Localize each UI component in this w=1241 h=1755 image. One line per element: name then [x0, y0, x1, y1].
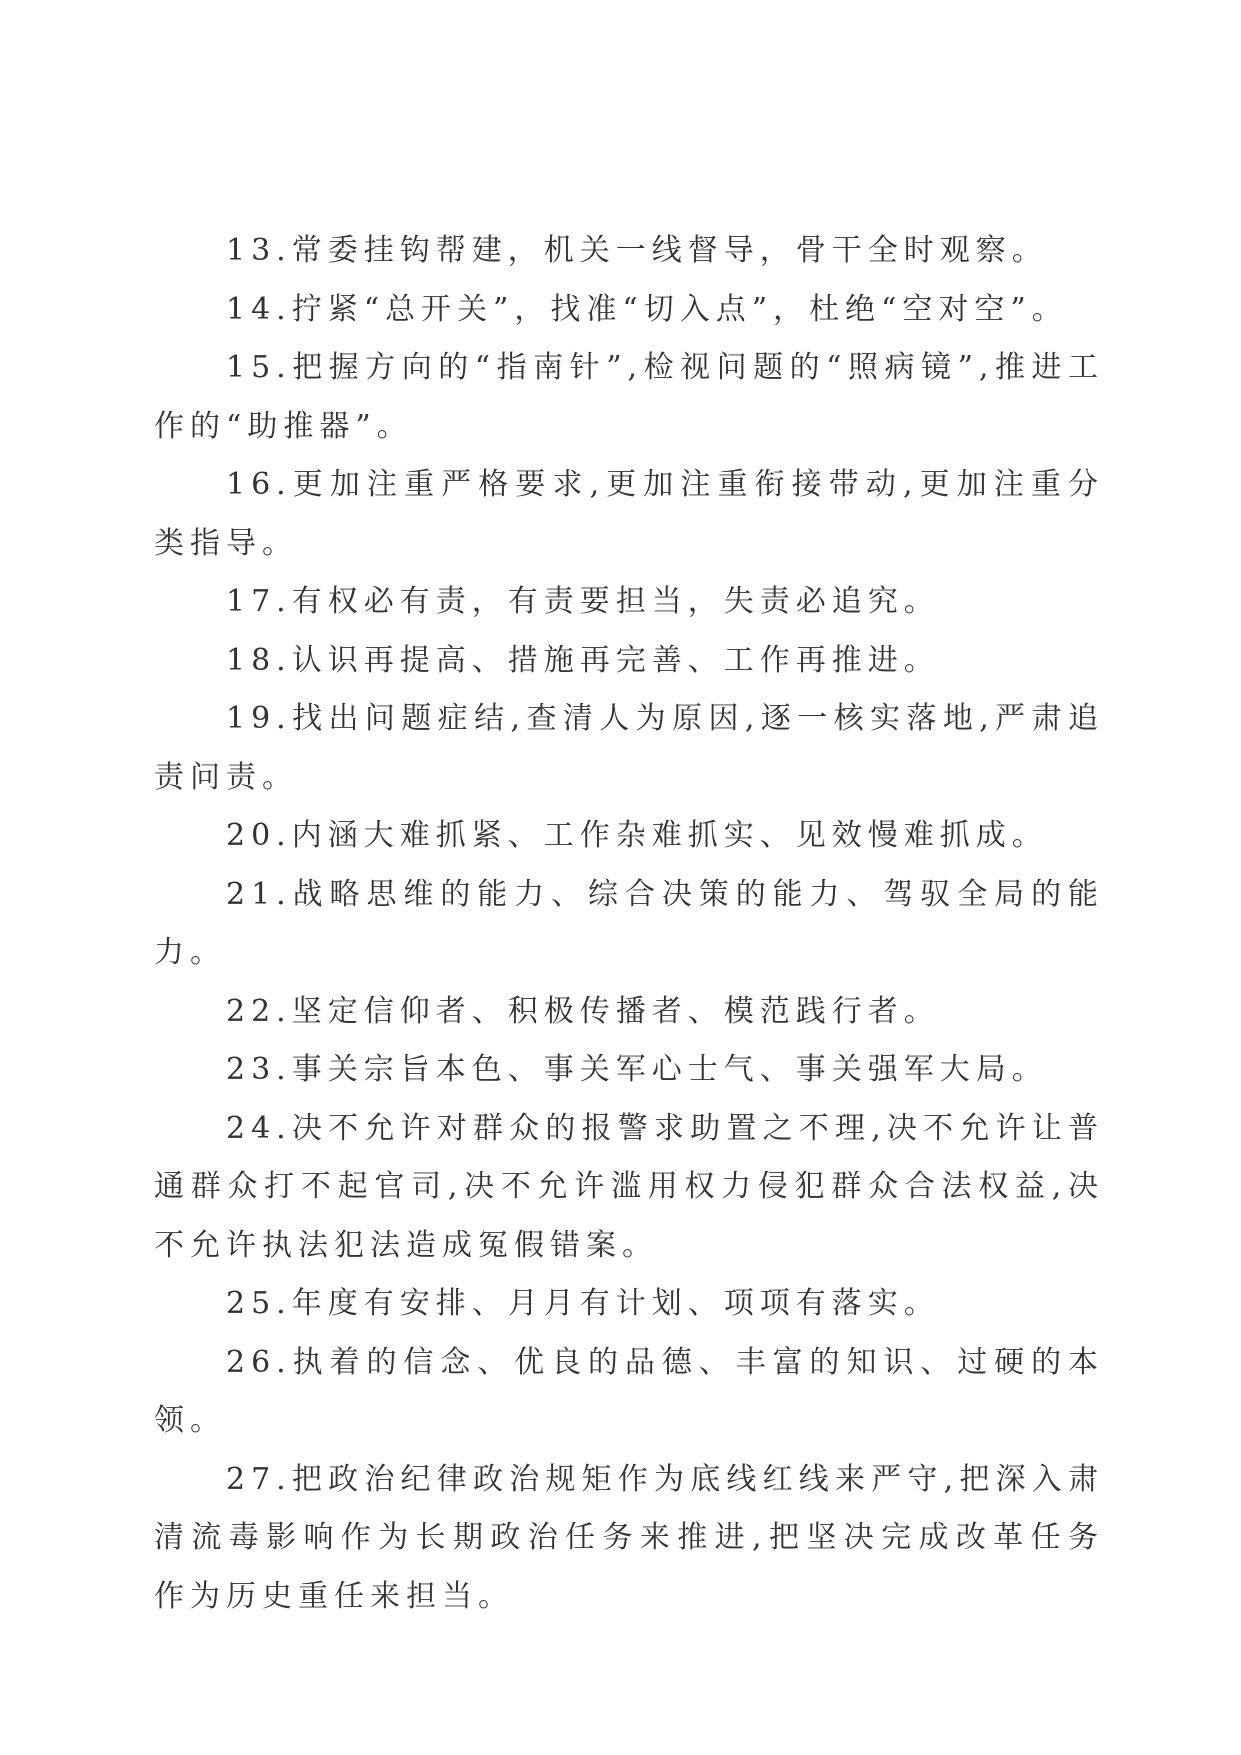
paragraph-16: 16.更加注重严格要求,更加注重衔接带动,更加注重分类指导。	[154, 467, 1104, 561]
paragraph-17: 17.有权必有责，有责要担当，失责必追究。	[226, 584, 940, 619]
paragraph-19: 19.找出问题症结,查清人为原因,逐一核实落地,严肃追责问责。	[154, 701, 1104, 795]
paragraph-27: 27.把政治纪律政治规矩作为底线红线来严守,把深入肃清流毒影响作为长期政治任务来推进,把坚决完成改革任务作为历史重任来担当。	[154, 1461, 1104, 1614]
paragraph-14: 14.拧紧“总开关”，找准“切入点”，杜绝“空对空”。	[226, 291, 1068, 327]
paragraph-26: 26.执着的信念、优良的品德、丰富的知识、过硬的本领。	[154, 1344, 1104, 1438]
paragraph-22: 22.坚定信仰者、积极传播者、模范践行者。	[226, 993, 940, 1029]
paragraph-23: 23.事关宗旨本色、事关军心士气、事关强军大局。	[226, 1052, 1048, 1087]
paragraph-15: 15.把握方向的“指南针”,检视问题的“照病镜”,推进工作的“助推器”。	[154, 350, 1104, 444]
paragraph-20: 20.内涵大难抓紧、工作杂难抓实、见效慢难抓成。	[226, 818, 1048, 853]
paragraph-13: 13.常委挂钩帮建，机关一线督导，骨干全时观察。	[226, 233, 1048, 268]
paragraph-18: 18.认识再提高、措施再完善、工作再推进。	[226, 642, 940, 678]
paragraph-21: 21.战略思维的能力、综合决策的能力、驾驭全局的能力。	[154, 876, 1104, 970]
paragraph-24: 24.决不允许对群众的报警求助置之不理,决不允许让普通群众打不起官司,决不允许滥用权力侵犯群众合法权益,决不允许执法犯法造成冤假错案。	[154, 1110, 1104, 1263]
paragraph-25: 25.年度有安排、月月有计划、项项有落实。	[226, 1286, 940, 1321]
document-body	[154, 222, 1104, 1626]
